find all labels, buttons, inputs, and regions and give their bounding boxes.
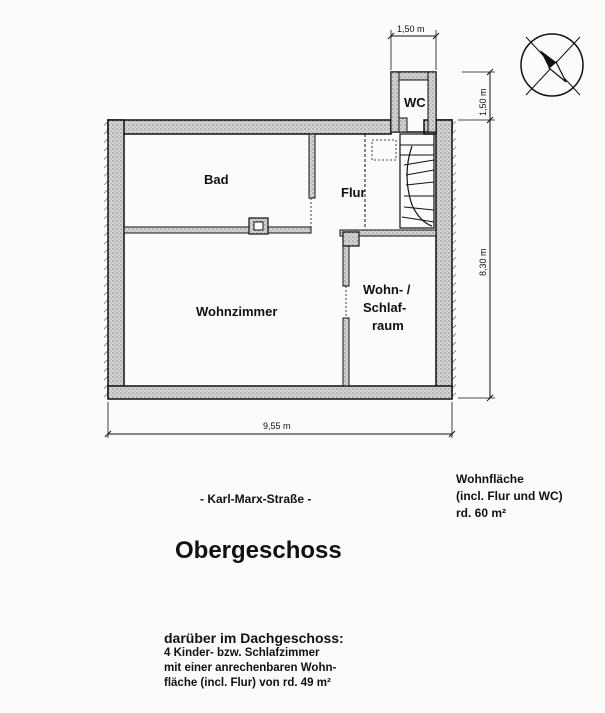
room-label-wohn-schlaf-2: Schlaf- xyxy=(363,300,407,315)
dimension-label-wc-depth: 1,50 m xyxy=(478,88,488,116)
attic-line-1: 4 Kinder- bzw. Schlafzimmer xyxy=(164,647,320,659)
dimension-total-width xyxy=(105,402,455,438)
interior-walls xyxy=(124,134,436,386)
attic-heading: darüber im Dachgeschoss: xyxy=(164,630,344,646)
attic-line-3: fläche (incl. Flur) von rd. 49 m² xyxy=(164,677,331,689)
room-label-wohnzimmer: Wohnzimmer xyxy=(196,304,278,319)
staircase xyxy=(372,134,434,228)
living-area-line-2: (incl. Flur und WC) xyxy=(456,489,563,503)
room-label-wohn-schlaf-1: Wohn- / xyxy=(363,282,411,297)
attic-info xyxy=(164,631,344,691)
dimension-wc-width xyxy=(388,24,439,70)
dimension-total-depth xyxy=(458,120,495,401)
dimension-label-total-width: 9,55 m xyxy=(263,421,291,431)
living-area-info xyxy=(456,471,563,522)
room-label-bad: Bad xyxy=(204,172,229,187)
compass-icon xyxy=(521,34,583,96)
outer-walls xyxy=(104,120,456,399)
living-area-line-3: rd. 60 m² xyxy=(456,506,507,520)
floor-title: Obergeschoss xyxy=(175,537,342,564)
room-label-wc: WC xyxy=(404,95,426,110)
room-label-wohn-schlaf-3: raum xyxy=(372,318,404,333)
dimension-label-wc-width: 1,50 m xyxy=(397,24,425,34)
street-name: - Karl-Marx-Straße - xyxy=(200,492,312,506)
dimension-label-total-depth: 8,30 m xyxy=(478,248,488,276)
attic-line-2: mit einer anrechenbaren Wohn- xyxy=(164,662,337,674)
dimension-wc-depth xyxy=(462,69,495,123)
room-label-flur: Flur xyxy=(341,185,366,200)
living-area-line-1: Wohnfläche xyxy=(456,472,524,486)
door-markers xyxy=(311,198,346,318)
